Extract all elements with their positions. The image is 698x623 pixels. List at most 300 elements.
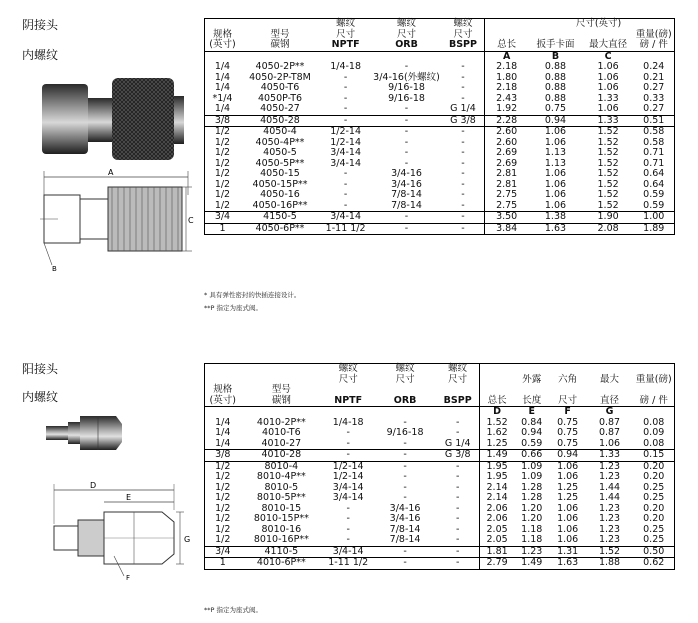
table-cell: -: [461, 199, 465, 211]
table-cell: 1.81: [480, 546, 514, 558]
table-cell: 1.49: [514, 558, 550, 570]
table-cell: 3/4-16: [391, 168, 422, 179]
female-model-head-2: 碳钢: [240, 40, 320, 51]
table-cell: 0.09: [643, 427, 665, 438]
table-cell: -: [403, 471, 407, 482]
table-cell: 0.88: [544, 71, 567, 83]
dim-g-label: G: [184, 535, 191, 544]
male-nptf-head-2: 尺寸: [338, 373, 358, 385]
table-cell: 2.75: [485, 201, 529, 212]
table-cell: 0.88: [544, 92, 567, 104]
table-cell: 4050-16: [260, 189, 300, 200]
table-cell: 1/2: [215, 513, 231, 524]
table-cell: 1/2: [214, 147, 231, 158]
table-cell: 1: [205, 558, 241, 570]
female-orb-head-1: 螺纹: [397, 18, 417, 29]
table-cell: 1/2-14: [320, 127, 371, 138]
table-cell: 0.87: [598, 427, 621, 438]
table-cell: 8010-4: [240, 461, 322, 472]
table-cell: 1.44: [598, 492, 621, 503]
female-size-head-2: (英寸): [205, 40, 240, 51]
table-cell: 7/8-14: [391, 189, 422, 200]
table-cell: 2.08: [583, 223, 634, 235]
table-cell: 1.25: [557, 492, 579, 503]
female-coupler-photo: [38, 70, 188, 166]
table-cell: 0.64: [643, 178, 665, 190]
table-cell: 2.18: [485, 83, 529, 94]
table-cell: -: [343, 82, 348, 93]
table-cell: 2.06: [480, 514, 514, 525]
dim-b-label: B: [52, 265, 57, 273]
male-size-head-2: (英寸): [209, 394, 236, 406]
table-cell: 1.23: [598, 502, 621, 514]
male-note-1: **P 指定为座式阀。: [204, 606, 262, 614]
table-cell: 7/8-14: [389, 534, 421, 545]
table-cell: 1/2: [215, 523, 231, 535]
table-cell: 4050P-T6: [257, 92, 303, 104]
table-cell: -: [343, 199, 348, 211]
female-note-1: * 具有弹性密封的快插连接设计。: [204, 291, 301, 299]
table-cell: -: [374, 558, 436, 570]
table-cell: 1/2: [214, 189, 231, 200]
table-cell: 1.06: [557, 523, 579, 535]
table-cell: 4050-27: [260, 103, 300, 114]
table-cell: 8010-5P**: [256, 492, 306, 503]
male-col-e: E: [528, 406, 535, 417]
female-col-c: C: [604, 50, 612, 62]
table-cell: 0.94: [550, 450, 586, 462]
table-cell: 3/4-16: [391, 178, 422, 190]
table-cell: -: [404, 136, 409, 148]
table-cell: 1.25: [480, 439, 514, 450]
male-col-f: F: [564, 406, 571, 417]
table-cell: 3/4: [205, 212, 240, 224]
female-dim2-head: 扳手卡面: [528, 40, 582, 51]
table-row: [205, 439, 675, 450]
table-cell: 1.38: [528, 212, 582, 224]
table-cell: 0.25: [643, 492, 665, 503]
table-cell: -: [346, 523, 350, 535]
male-weight-head-1: 重量(磅): [635, 373, 672, 385]
table-cell: -: [343, 92, 348, 104]
table-cell: 1.06: [597, 71, 619, 83]
table-row: [205, 190, 675, 201]
male-spec-table: [204, 363, 675, 570]
female-col-a: A: [485, 51, 529, 62]
female-weight-head-1: 重量(磅): [635, 28, 672, 40]
table-cell: 1.18: [521, 534, 543, 545]
table-cell: 1.06: [544, 136, 567, 148]
table-row: [205, 62, 675, 73]
table-cell: 1.52: [480, 418, 514, 429]
table-cell: 0.25: [643, 534, 665, 545]
table-cell: -: [436, 461, 480, 472]
table-cell: 1.89: [634, 223, 675, 235]
table-cell: 1.06: [557, 513, 579, 524]
table-cell: -: [343, 103, 348, 114]
table-cell: 3/8: [205, 115, 240, 127]
table-cell: 1.23: [598, 534, 621, 545]
table-cell: 3/4-14: [320, 212, 371, 224]
female-dim3-head: 最大直径: [583, 40, 634, 51]
table-cell: 2.18: [485, 62, 529, 73]
table-cell: G 1/4: [450, 103, 476, 114]
table-cell: -: [461, 136, 465, 148]
table-cell: 1.52: [597, 189, 619, 200]
table-row: [205, 535, 675, 546]
male-model-head-2: 碳钢: [271, 394, 291, 406]
male-dim3-head-1: 六角: [558, 373, 578, 385]
female-dims-head: 尺寸(英寸): [485, 19, 675, 30]
table-cell: 0.87: [598, 416, 621, 428]
table-cell: G 3/8: [442, 115, 485, 127]
table-cell: 3/4-14: [322, 546, 374, 558]
table-row: [205, 428, 675, 439]
table-cell: 1.06: [544, 189, 567, 200]
table-row: [205, 169, 675, 180]
female-bspp-head-1: 螺纹: [453, 18, 473, 29]
table-cell: 1.95: [480, 472, 514, 483]
male-bspp-head-3: BSPP: [436, 385, 480, 407]
female-section-title: 阴接头: [22, 18, 59, 32]
table-cell: 1/2: [215, 534, 231, 545]
table-cell: 1.20: [521, 502, 543, 514]
table-cell: 3/4-16: [389, 502, 421, 514]
table-cell: 0.08: [643, 416, 665, 428]
female-spec-table: [204, 18, 675, 235]
table-cell: -: [461, 71, 465, 83]
table-cell: 1.88: [586, 558, 634, 570]
table-cell: -: [374, 546, 436, 558]
table-cell: 3/4-14: [332, 481, 364, 493]
table-cell: 1/4: [214, 71, 231, 83]
female-nptf-head-3: NPTF: [320, 40, 371, 51]
table-cell: 1.06: [597, 61, 619, 72]
table-row: [205, 115, 675, 127]
table-cell: 0.20: [643, 513, 665, 524]
table-cell: 8010-16: [261, 523, 302, 535]
table-cell: 1.44: [598, 481, 621, 493]
table-cell: 1.95: [480, 461, 514, 472]
table-cell: -: [371, 223, 442, 235]
male-orb-head-2: 尺寸: [395, 373, 415, 385]
table-cell: -: [461, 168, 465, 179]
table-cell: -: [404, 147, 409, 158]
table-cell: 2.60: [485, 127, 529, 138]
table-cell: 4050-4P**: [255, 136, 305, 148]
male-coupler-photo: [44, 408, 124, 458]
female-dim1-head: 总长: [485, 40, 529, 51]
table-cell: 4010-27: [261, 437, 302, 449]
dim-d-label: D: [90, 481, 97, 490]
table-cell: 1.28: [521, 481, 543, 493]
table-cell: 1.23: [598, 513, 621, 524]
table-cell: 1.52: [583, 127, 634, 138]
table-cell: 1.52: [597, 157, 619, 169]
table-cell: 1.49: [480, 450, 514, 462]
table-cell: 1/2: [214, 136, 231, 148]
table-cell: 1.63: [528, 223, 582, 235]
female-orb-head-3: ORB: [371, 40, 442, 51]
table-cell: -: [322, 450, 374, 462]
table-cell: *1/4: [212, 92, 233, 104]
male-table-body: [205, 418, 675, 570]
table-cell: -: [403, 416, 407, 428]
table-cell: -: [442, 212, 485, 224]
male-size-head: [205, 385, 241, 407]
table-cell: 0.88: [544, 61, 567, 72]
table-cell: 1.06: [557, 502, 579, 514]
table-cell: -: [461, 157, 465, 169]
table-cell: -: [404, 103, 409, 114]
table-cell: 1/2: [214, 199, 231, 211]
table-cell: 1: [205, 223, 240, 235]
table-cell: -: [461, 61, 465, 72]
table-cell: -: [436, 546, 480, 558]
table-cell: -: [374, 450, 436, 462]
table-cell: 2.69: [485, 148, 529, 159]
table-row: [205, 148, 675, 159]
table-cell: -: [442, 127, 485, 138]
table-cell: -: [403, 437, 407, 449]
male-dim4-head-2: 直径: [586, 385, 634, 407]
table-cell: 2.79: [480, 558, 514, 570]
table-cell: 4050-28: [240, 115, 320, 127]
table-cell: 2.14: [480, 493, 514, 504]
table-row: [205, 104, 675, 115]
table-cell: -: [442, 223, 485, 235]
table-row: [205, 514, 675, 525]
table-cell: -: [455, 481, 460, 493]
table-cell: -: [343, 189, 348, 200]
male-orb-head-3: ORB: [374, 385, 436, 407]
table-cell: -: [404, 61, 409, 72]
table-row: [205, 223, 675, 235]
table-cell: 0.64: [643, 168, 665, 179]
table-cell: 1.52: [597, 136, 619, 148]
table-cell: 4050-4: [240, 127, 320, 138]
table-cell: 7/8-14: [391, 199, 422, 211]
table-cell: -: [346, 513, 350, 524]
table-cell: 1-11 1/2: [322, 558, 374, 570]
table-cell: 1.13: [544, 147, 567, 158]
table-cell: 4050-2P**: [255, 61, 305, 72]
table-cell: 0.50: [633, 546, 674, 558]
table-cell: 0.25: [643, 481, 665, 493]
table-cell: 0.94: [521, 427, 543, 438]
dim-e-label: E: [126, 493, 132, 502]
table-cell: 1/2-14: [322, 461, 374, 472]
female-nptf-head-1: 螺纹: [336, 18, 356, 29]
table-cell: -: [320, 115, 371, 127]
table-cell: -: [404, 157, 409, 169]
table-row: [205, 450, 675, 462]
table-cell: 3.50: [485, 212, 529, 224]
table-cell: -: [371, 212, 442, 224]
table-cell: 3/4-16: [389, 513, 421, 524]
table-cell: 3/8: [205, 450, 241, 462]
table-cell: 2.05: [480, 525, 514, 536]
table-cell: 1-11 1/2: [320, 223, 371, 235]
table-cell: 1/2: [214, 157, 231, 169]
table-cell: 1.33: [586, 450, 634, 462]
table-cell: 0.24: [643, 61, 665, 72]
table-cell: 0.20: [643, 502, 665, 514]
table-cell: 1.09: [514, 461, 550, 472]
table-cell: 2.81: [485, 169, 529, 180]
table-cell: 0.20: [633, 461, 674, 472]
table-cell: 1.09: [521, 471, 543, 482]
male-section-title: 阳接头: [22, 362, 59, 376]
table-cell: 3/4-14: [330, 157, 362, 169]
table-cell: 1/4-18: [332, 416, 364, 428]
table-cell: -: [461, 147, 465, 158]
table-row: [205, 558, 675, 570]
table-cell: -: [461, 189, 465, 200]
table-cell: 1.06: [550, 461, 586, 472]
table-cell: 3/4-14: [330, 147, 362, 158]
table-row: [205, 127, 675, 138]
table-cell: -: [455, 416, 460, 428]
table-cell: -: [343, 178, 348, 190]
table-cell: 1.23: [586, 461, 634, 472]
female-weight-head-2: 磅 / 件: [634, 40, 675, 51]
table-cell: G 3/8: [436, 450, 480, 462]
table-cell: -: [371, 127, 442, 138]
table-cell: 1/2: [215, 492, 231, 503]
table-cell: 0.88: [544, 82, 567, 93]
table-cell: 1.23: [514, 546, 550, 558]
table-cell: 2.75: [485, 190, 529, 201]
table-cell: 1.06: [557, 534, 579, 545]
table-cell: 4050-5P**: [255, 157, 305, 169]
table-cell: 1/2-14: [332, 471, 364, 482]
female-note-2: **P 指定为座式阀。: [204, 304, 262, 312]
table-cell: 7/8-14: [389, 523, 421, 535]
table-cell: 4110-5: [240, 546, 322, 558]
table-cell: 1/2: [215, 502, 231, 514]
table-cell: 8010-4P**: [256, 471, 306, 482]
table-cell: -: [374, 461, 436, 472]
table-cell: 0.59: [643, 189, 665, 200]
table-cell: 1.33: [597, 92, 619, 104]
table-cell: -: [461, 92, 465, 104]
male-col-g: G: [605, 406, 614, 417]
table-cell: 4050-2P-T8M: [249, 71, 311, 83]
table-cell: -: [461, 178, 465, 190]
table-cell: -: [346, 534, 350, 545]
table-cell: 1.06: [544, 168, 567, 179]
female-bspp-head-3: BSPP: [442, 40, 485, 51]
table-cell: 0.75: [557, 427, 579, 438]
male-dim1-head: 总长: [480, 385, 514, 407]
table-cell: 1.92: [485, 104, 529, 115]
table-cell: 1.06: [544, 199, 567, 211]
female-section-subtitle: 内螺纹: [22, 48, 59, 62]
table-cell: 4050-T6: [260, 82, 300, 93]
table-cell: 8010-15P**: [253, 513, 309, 524]
table-cell: -: [436, 558, 480, 570]
table-cell: 1.06: [597, 103, 619, 114]
table-cell: 1.63: [550, 558, 586, 570]
table-cell: 1/2-14: [330, 136, 362, 148]
male-dim2-head-1: 外露: [522, 373, 542, 385]
table-cell: 0.33: [643, 92, 665, 104]
table-cell: 1/2: [214, 168, 231, 179]
female-model-head-1: 型号: [270, 28, 290, 40]
table-cell: 0.27: [643, 103, 665, 114]
male-bspp-head-1: 螺纹: [448, 363, 468, 374]
table-cell: 9/16-18: [386, 427, 424, 438]
female-size-head-1: 规格: [212, 28, 232, 40]
table-cell: 1/4: [214, 103, 231, 114]
table-cell: 3/4-14: [332, 492, 364, 503]
table-cell: 2.05: [480, 535, 514, 546]
table-cell: G 1/4: [444, 437, 471, 449]
table-cell: 4010-2P**: [256, 416, 306, 428]
dim-c-label: C: [188, 216, 194, 225]
male-bspp-head-2: 尺寸: [448, 373, 468, 385]
table-cell: 0.75: [544, 103, 567, 114]
table-cell: 1.06: [544, 178, 567, 190]
table-row: [205, 83, 675, 94]
table-cell: -: [403, 481, 407, 493]
table-cell: 1/2: [215, 471, 231, 482]
male-section-subtitle: 内螺纹: [22, 390, 59, 404]
table-cell: 1/4: [214, 61, 231, 72]
table-cell: -: [346, 437, 350, 449]
male-dim3-head-2: 尺寸: [550, 385, 586, 407]
table-cell: -: [403, 492, 407, 503]
table-cell: 1/2: [214, 178, 231, 190]
dim-a-label: A: [108, 168, 114, 177]
table-cell: 1.80: [485, 73, 529, 84]
table-cell: 8010-15: [261, 502, 302, 514]
table-cell: 4010-28: [240, 450, 322, 462]
table-cell: -: [346, 427, 350, 438]
table-cell: 2.60: [485, 138, 529, 149]
female-col-b: B: [551, 50, 560, 62]
table-cell: -: [346, 502, 350, 514]
table-cell: -: [455, 534, 460, 545]
table-cell: -: [371, 115, 442, 127]
table-cell: 8010-16P**: [253, 534, 309, 545]
table-cell: 1.00: [634, 212, 675, 224]
table-cell: 1.06: [528, 127, 582, 138]
table-cell: 2.14: [480, 483, 514, 494]
table-cell: 0.58: [643, 136, 665, 148]
table-cell: 0.75: [557, 416, 579, 428]
table-cell: -: [455, 492, 460, 503]
table-row: [205, 201, 675, 212]
table-cell: 1/4: [215, 427, 231, 438]
table-cell: 1/2: [215, 481, 231, 493]
table-cell: 0.15: [633, 450, 674, 462]
table-cell: 0.66: [514, 450, 550, 462]
table-cell: 1.31: [550, 546, 586, 558]
male-dim2-head-2: 长度: [514, 385, 550, 407]
male-nptf-head-3: NPTF: [322, 385, 374, 407]
table-cell: 2.69: [485, 159, 529, 170]
male-col-d: D: [480, 407, 514, 418]
table-cell: 1/2: [205, 127, 240, 138]
table-cell: 4010-6P**: [240, 558, 322, 570]
table-cell: 0.20: [643, 471, 665, 482]
table-cell: 1.20: [521, 513, 543, 524]
table-cell: 4010-T6: [262, 427, 301, 438]
table-cell: 8010-5: [264, 481, 299, 493]
table-cell: 0.21: [643, 71, 665, 83]
